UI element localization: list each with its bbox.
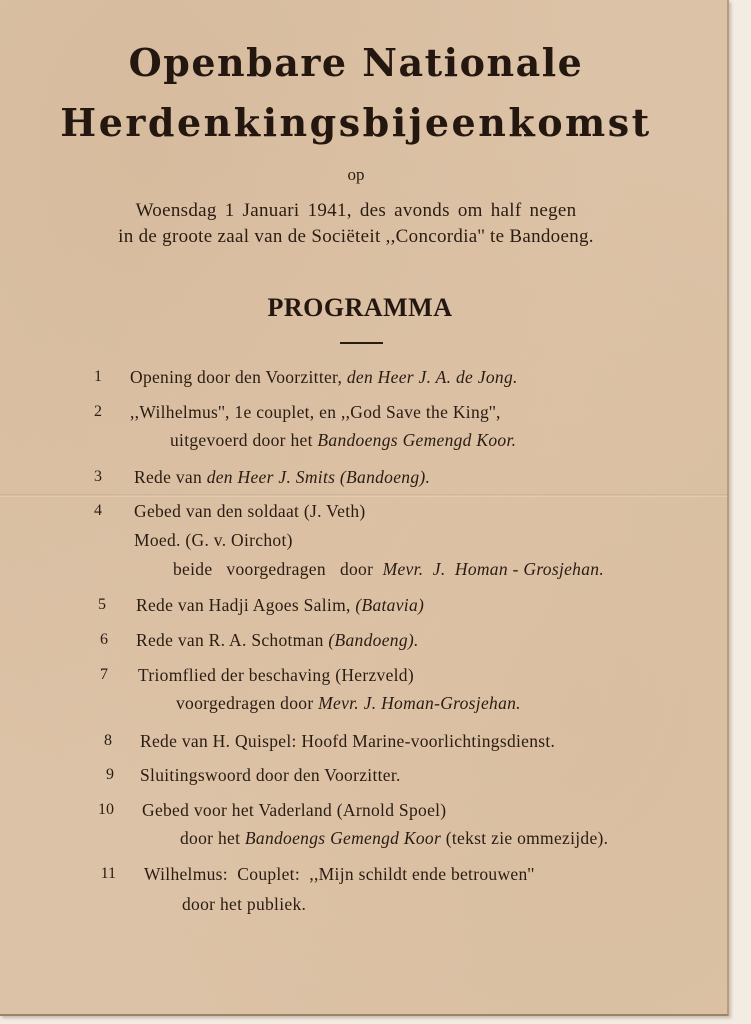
program-item-number: 10	[98, 801, 114, 818]
italic-segment: den Heer J. A. de Jong.	[346, 367, 518, 387]
program-item-text	[134, 501, 366, 522]
text-segment: beide voorgedragen door	[173, 559, 383, 579]
program-item-text	[142, 800, 446, 821]
program-item-number: 3	[94, 468, 102, 485]
program-item-text	[144, 864, 534, 885]
text-segment: Moed. (G. v. Oirchot)	[134, 530, 293, 550]
text-segment: Sluitingswoord door den Voorzitter.	[140, 765, 401, 785]
text-segment: Gebed van den soldaat (J. Veth)	[134, 501, 366, 521]
title-line-1: Openbare Nationale	[128, 40, 584, 85]
program-item-number: 7	[100, 666, 108, 683]
text-segment: Rede van H. Quispel: Hoofd Marine-voorlichtingsdienst.	[140, 731, 556, 751]
program-item-continuation	[134, 530, 293, 551]
text-segment: ,,Wilhelmus'', 1e couplet, en ,,God Save the King'',	[130, 402, 501, 422]
text-segment: door het	[180, 828, 245, 848]
italic-segment: Bandoengs Gemengd Koor.	[317, 430, 517, 450]
program-item-number: 5	[98, 596, 106, 613]
paper-fold-crease	[0, 494, 727, 497]
program-item-number: 1	[94, 368, 102, 385]
programma-heading: PROGRAMMA	[267, 293, 453, 322]
event-venue-line: in de groote zaal van de Sociëteit ,,Concordia'' te Bandoeng.	[118, 226, 594, 247]
program-item-number: 11	[100, 865, 116, 882]
program-item-text	[138, 665, 414, 686]
text-segment: uitgevoerd door het	[170, 430, 318, 450]
program-item-number: 8	[104, 732, 112, 749]
program-item-number: 9	[106, 766, 114, 783]
italic-segment: (Batavia)	[355, 595, 425, 615]
program-item-text	[130, 402, 501, 423]
heading-divider	[340, 342, 383, 344]
text-segment: voorgedragen door	[176, 693, 319, 713]
text-segment: (tekst zie ommezijde).	[441, 828, 609, 848]
event-date-line: Woensdag 1 Januari 1941, des avonds om half negen	[135, 200, 577, 221]
program-item-text	[136, 630, 419, 651]
program-item-number: 6	[100, 631, 108, 648]
italic-segment: Mevr. J. Homan - Grosjehan.	[382, 559, 604, 579]
text-segment: Triomflied der beschaving (Herzveld)	[138, 665, 414, 685]
program-item-continuation	[180, 828, 608, 849]
connector-op: op	[347, 165, 365, 184]
text-segment: door het publiek.	[182, 894, 307, 914]
program-item-continuation	[182, 894, 306, 915]
program-item-continuation	[173, 559, 604, 580]
italic-segment: Bandoengs Gemengd Koor	[244, 828, 442, 848]
program-item-number: 2	[94, 403, 102, 420]
program-item-text	[140, 765, 401, 786]
text-segment: Wilhelmus: Couplet: ,,Mijn schildt ende betrouwen''	[144, 864, 535, 884]
program-item-text	[140, 731, 555, 752]
text-segment: Gebed voor het Vaderland (Arnold Spoel)	[142, 800, 447, 820]
program-item-number: 4	[94, 502, 102, 519]
italic-segment: Mevr. J. Homan-Grosjehan.	[318, 693, 521, 713]
italic-segment: (Bandoeng).	[328, 630, 419, 650]
program-item-text	[134, 467, 430, 488]
program-item-continuation	[170, 430, 516, 451]
italic-segment: den Heer J. Smits (Bandoeng).	[206, 467, 431, 487]
text-segment: Rede van Hadji Agoes Salim,	[136, 595, 356, 615]
program-item-text	[136, 595, 424, 616]
title-line-2: Herdenkingsbijeenkomst	[60, 100, 652, 145]
text-segment: Rede van R. A. Schotman	[136, 630, 329, 650]
text-segment: Rede van	[134, 467, 207, 487]
program-item-text	[130, 367, 518, 388]
text-segment: Opening door den Voorzitter,	[130, 367, 347, 387]
program-item-continuation	[176, 693, 521, 714]
